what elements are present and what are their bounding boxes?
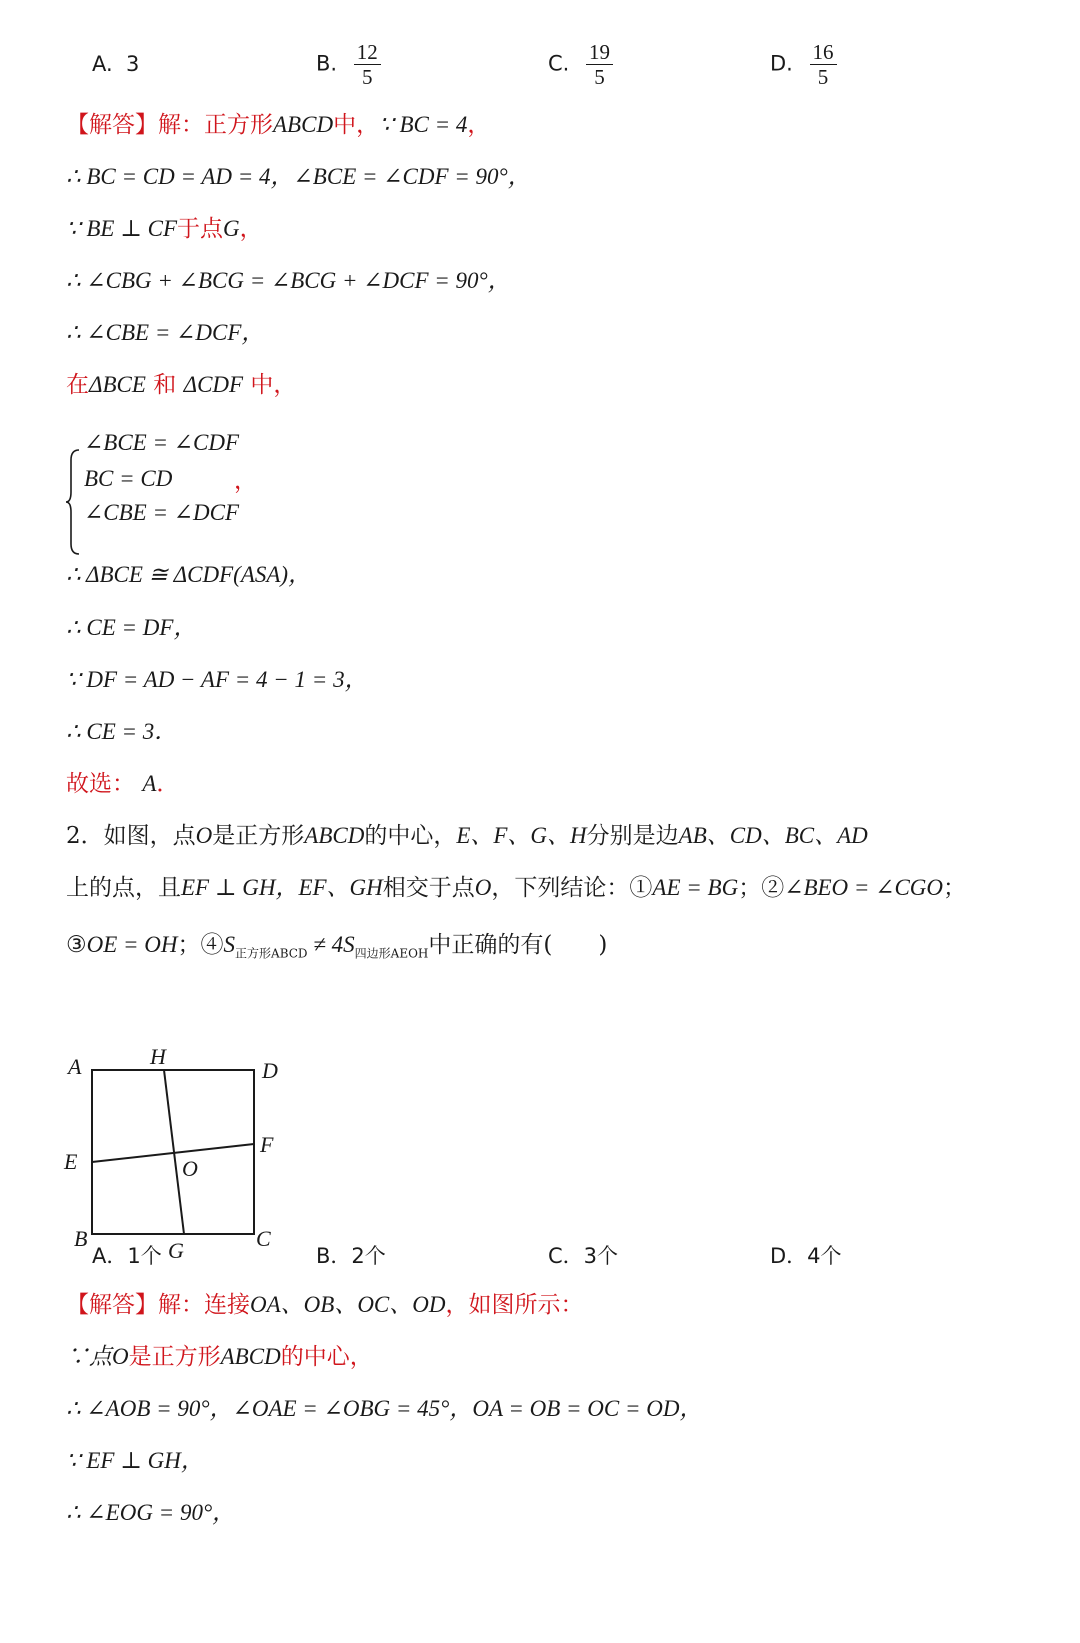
system-eq3: ∠CBE = ∠DCF <box>84 500 240 525</box>
sol2-line3: ∴ ∠AOB = 90°，∠OAE = ∠OBG = 45°，OA = OB = OC = OD， <box>66 1396 703 1421</box>
sol2-line2: ∵点O是正方形ABCD的中心， <box>66 1344 373 1370</box>
label-f: F <box>260 1132 274 1157</box>
sol2-line5: ∴ ∠EOG = 90°， <box>66 1500 236 1525</box>
sol1-line2: ∴ BC = CD = AD = 4，∠BCE = ∠CDF = 90°， <box>66 164 531 189</box>
sol1-line3: ∵ BE ⊥ CF于点G， <box>66 216 263 242</box>
label-b: B <box>74 1226 88 1251</box>
square-figure <box>60 1048 300 1258</box>
fraction: $\frac{19}{5}$ <box>586 40 613 89</box>
label-o: O <box>182 1156 198 1181</box>
q1-option-d: D. $\frac{16}{5}$ <box>770 40 837 89</box>
sol1-line9: ∵ DF = AD − AF = 4 − 1 = 3， <box>66 667 368 692</box>
sol1-choose: 故选： A． <box>66 771 180 797</box>
q2-option-c: C．3个 <box>548 1244 619 1268</box>
sol2-line4: ∵ EF ⊥ GH， <box>66 1448 204 1473</box>
sol1-line8: ∴ CE = DF， <box>66 615 197 640</box>
sol2-line1: 【解答】解：连接OA、OB、OC、OD，如图所示： <box>66 1292 584 1318</box>
label-a: A <box>68 1054 82 1079</box>
label-h: H <box>150 1048 166 1069</box>
fraction: $\frac{12}{5}$ <box>354 40 381 89</box>
q1-option-a: A. 3 <box>92 52 140 76</box>
q2-option-a: A．1个 <box>92 1244 162 1268</box>
label-c: C <box>256 1226 271 1251</box>
q2-line1: 2．如图，点O是正方形ABCD的中心，E、F、G、H分别是边AB、CD、BC、AD <box>66 823 868 849</box>
label-e: E <box>64 1149 78 1174</box>
q2-option-d: D．4个 <box>770 1244 842 1268</box>
fraction: $\frac{16}{5}$ <box>810 40 837 89</box>
q2-option-b: B．2个 <box>316 1244 386 1268</box>
system-eq2: BC = CD <box>84 466 173 491</box>
system-eq1: ∠BCE = ∠CDF <box>84 430 240 455</box>
q2-line3: ③OE = OH；$④S_{正方形ABCD} \ne 4S_{四边形AEOH}$中正确的有( ) <box>66 932 608 961</box>
q2-line2: 上的点，且EF ⊥ GH，EF、GH相交于点O，下列结论：①AE = BG；②∠BEO = ∠CGO； <box>66 875 967 901</box>
q1-option-b: B. $\frac{12}{5}$ <box>316 40 381 89</box>
label-g: G <box>168 1238 184 1258</box>
sol1-line7: ∴ ΔBCE ≅ ΔCDF(ASA)， <box>66 562 312 587</box>
sol1-line6: 在ΔBCE 和 ΔCDF 中， <box>66 372 297 398</box>
sol1-line10: ∴ CE = 3． <box>66 719 178 744</box>
q1-option-c: C. $\frac{19}{5}$ <box>548 40 613 89</box>
brace-icon <box>66 448 80 556</box>
label-d: D <box>262 1058 278 1083</box>
system-comma: ， <box>234 468 257 494</box>
sol1-line4: ∴ ∠CBG + ∠BCG = ∠BCG + ∠DCF = 90°， <box>66 268 511 293</box>
sol1-line1: 【解答】解：正方形ABCD中，∵ BC = 4， <box>66 112 491 138</box>
sol1-line5: ∴ ∠CBE = ∠DCF， <box>66 320 265 345</box>
